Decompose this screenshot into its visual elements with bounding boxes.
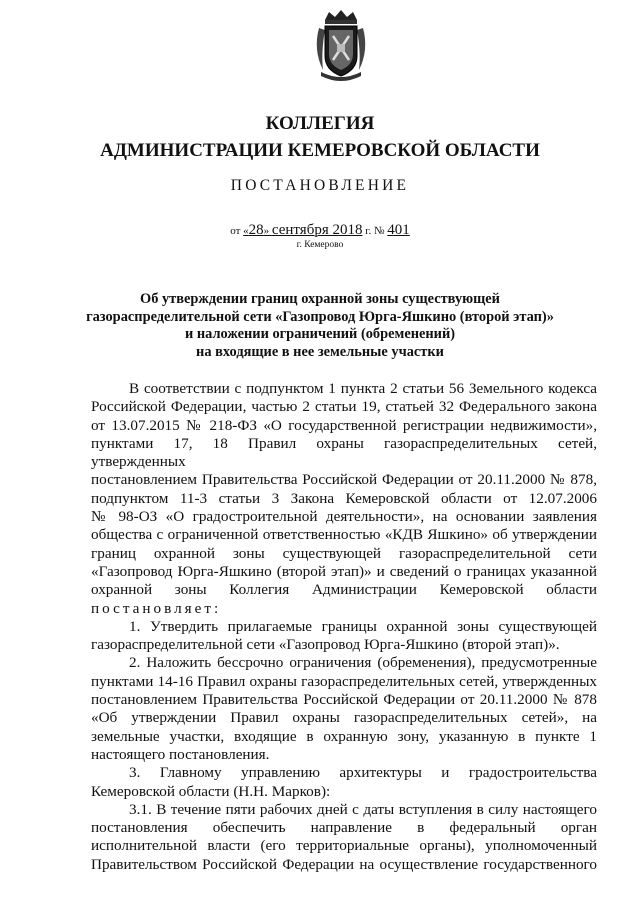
body-line: подпунктом 11-3 статьи 3 Закона Кемеровской области от 12.07.2006 — [91, 489, 597, 507]
body-line: постановлением Правительства Российской Федерации от 20.11.2000 № 878 — [91, 691, 597, 709]
city: г. Кемерово — [296, 240, 344, 250]
body-line: Российской Федерации, частью 2 статьи 19, статьей 32 Федерального закона — [91, 398, 597, 416]
body-line: от 13.07.2015 № 218-ФЗ «О государственной регистрации недвижимости», — [91, 416, 597, 434]
body-line: Правительством Российской Федерации на осуществление государственного — [91, 855, 597, 873]
body-line: пунктами 14-16 Правил охраны газораспределительных сетей, утвержденных — [91, 672, 597, 690]
document-number: 401 — [387, 222, 410, 238]
body-line: пунктами 17, 18 Правил охраны газораспределительных сетей, утвержденных — [91, 434, 597, 471]
coat-of-arms-emblem — [311, 8, 371, 84]
body-line: постановляет: — [91, 599, 222, 617]
body-line: общества с ограниченной ответственностью «КДВ Яшкино» об утверждении — [91, 526, 597, 544]
document-title — [0, 291, 640, 361]
date-value: «28» сентября 2018 — [243, 222, 363, 238]
collegium-heading: КОЛЛЕГИЯ — [265, 113, 375, 134]
body-line: исполнительной власти (его территориальные органы), уполномоченный — [91, 837, 597, 855]
number-sign: № — [374, 225, 385, 237]
body-line: 3. Главному управлению архитектуры и градостроительства — [129, 764, 597, 782]
document-body — [91, 380, 597, 874]
body-line: постановления обеспечить направление в федеральный орган — [91, 819, 597, 837]
body-line: 3.1. В течение пяти рабочих дней с даты вступления в силу настоящего — [129, 800, 597, 818]
year-suffix: г. — [365, 225, 372, 237]
title-line: и наложении ограничений (обременений) — [184, 326, 456, 343]
title-line: газораспределительной сети «Газопровод Юрга-Яшкино (второй этап)» — [86, 308, 554, 325]
body-line: земельные участки, входящие в охранную зону, указанную в пункте 1 — [91, 727, 597, 745]
document-type: ПОСТАНОВЛЕНИЕ — [230, 177, 410, 194]
administration-heading: АДМИНИСТРАЦИИ КЕМЕРОВСКОЙ ОБЛАСТИ — [100, 140, 540, 161]
body-line: постановлением Правительства Российской Федерации от 20.11.2000 № 878, — [91, 471, 597, 489]
body-line: границ охранной зоны существующей газораспределительной сети — [91, 544, 597, 562]
body-line: охранной зоны Коллегия Администрации Кемеровской области — [91, 581, 597, 599]
body-line: настоящего постановления. — [91, 745, 270, 763]
body-line: Кемеровской области (Н.Н. Марков): — [91, 782, 331, 800]
body-line: В соответствии с подпунктом 1 пункта 2 статьи 56 Земельного кодекса — [129, 380, 597, 397]
date-prefix: от — [230, 225, 241, 237]
body-line: № 98-ОЗ «О градостроительной деятельности», на основании заявления — [91, 508, 597, 526]
body-line: «Газопровод Юрга-Яшкино (второй этап)» и сведений о границах указанной — [91, 562, 597, 580]
title-line: на входящие в нее земельные участки — [196, 343, 444, 360]
body-line: газораспределительной сети «Газопровод Юрга-Яшкино (второй этап)». — [91, 636, 560, 654]
title-line: Об утверждении границ охранной зоны существующей — [140, 291, 500, 307]
body-line: «Об утверждении Правил охраны газораспределительных сетей», на — [91, 709, 597, 727]
body-line: 2. Наложить бессрочно ограничения (обременения), предусмотренные — [129, 654, 597, 672]
body-line: 1. Утвердить прилагаемые границы охранной зоны существующей — [129, 617, 597, 635]
date-number-line — [0, 222, 640, 239]
